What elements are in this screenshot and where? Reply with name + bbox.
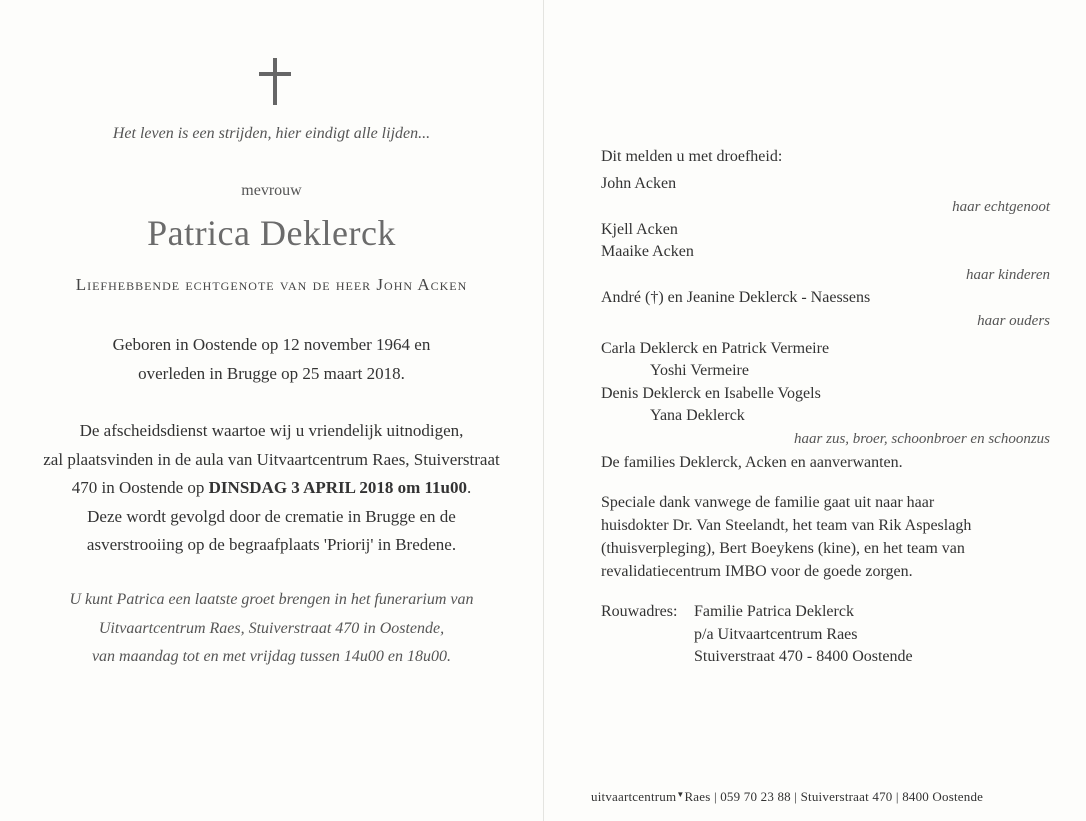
service-line: asverstrooiing op de begraafplaats 'Priorij' in Bredene. bbox=[86, 535, 457, 554]
parents-role: haar ouders bbox=[977, 313, 1050, 329]
death-line: overleden in Brugge op 25 maart 2018. bbox=[138, 364, 405, 383]
thanks-line: huisdokter Dr. Van Steelandt, het team van Rik Aspeslagh bbox=[601, 517, 972, 534]
footer-separator: | bbox=[713, 789, 717, 804]
husband-name: John Acken bbox=[601, 175, 677, 192]
footer-separator: | bbox=[895, 789, 899, 804]
child-name: Kjell Acken bbox=[601, 221, 678, 238]
footer-phone: 059 70 23 88 bbox=[720, 789, 791, 804]
service-date-line: 470 in Oostende op DINSDAG 3 APRIL 2018 om 11u00. bbox=[71, 478, 472, 497]
brand-triangle-icon: ▼ bbox=[676, 790, 685, 799]
intro-text: Dit melden u met droefheid: bbox=[601, 148, 783, 165]
motto: Het leven is een strijden, hier eindigt alle lijden... bbox=[112, 125, 431, 142]
siblings-role: haar zus, broer, schoonbroer en schoonzus bbox=[794, 431, 1050, 447]
service-line: zal plaatsvinden in de aula van Uitvaartcentrum Raes, Stuiverstraat bbox=[43, 450, 500, 469]
child-name: Maaike Acken bbox=[601, 243, 694, 260]
parents-names: André (†) en Jeanine Deklerck - Naessens bbox=[601, 289, 871, 306]
address-label: Rouwadres: bbox=[601, 603, 678, 620]
footer-separator: | bbox=[794, 789, 798, 804]
footer-city: 8400 Oostende bbox=[902, 789, 984, 804]
sibling-child: Yana Deklerck bbox=[650, 407, 745, 424]
cross-icon bbox=[259, 58, 291, 106]
brand-name-suffix: Raes bbox=[684, 789, 711, 804]
service-line: De afscheidsdienst waartoe wij u vriendelijk uitnodigen, bbox=[79, 421, 464, 440]
sibling-couple: Carla Deklerck en Patrick Vermeire bbox=[601, 340, 830, 357]
spouse-line: Liefhebbende echtgenote van de heer John Acken bbox=[75, 275, 468, 294]
visit-line: van maandag tot en met vrijdag tussen 14u00 en 18u00. bbox=[91, 648, 452, 665]
title-mevrouw: mevrouw bbox=[241, 182, 302, 199]
thanks-line: Speciale dank vanwege de familie gaat uit naar haar bbox=[601, 494, 935, 511]
sibling-child: Yoshi Vermeire bbox=[650, 362, 749, 379]
footer-street: Stuiverstraat 470 bbox=[800, 789, 893, 804]
service-date: DINSDAG 3 APRIL 2018 om 11u00 bbox=[208, 478, 468, 497]
address-line: p/a Uitvaartcentrum Raes bbox=[694, 626, 858, 643]
birth-line: Geboren in Oostende op 12 november 1964 en bbox=[112, 335, 431, 354]
address-line: Familie Patrica Deklerck bbox=[694, 603, 854, 620]
deceased-name: Patrica Deklerck bbox=[147, 213, 396, 253]
visit-line: Uitvaartcentrum Raes, Stuiverstraat 470 in Oostende, bbox=[98, 620, 445, 637]
children-role: haar kinderen bbox=[965, 267, 1050, 283]
service-line: Deze wordt gevolgd door de crematie in Brugge en de bbox=[87, 507, 456, 526]
brand-name: uitvaartcentrum bbox=[591, 789, 677, 804]
sibling-couple: Denis Deklerck en Isabelle Vogels bbox=[601, 385, 821, 402]
card-fold-line bbox=[543, 0, 544, 821]
visit-line: U kunt Patrica een laatste groet brengen in het funerarium van bbox=[69, 591, 474, 608]
footer bbox=[591, 789, 983, 805]
husband-role: haar echtgenoot bbox=[952, 199, 1050, 215]
families-line: De families Deklerck, Acken en aanverwanten. bbox=[601, 454, 903, 471]
address-line: Stuiverstraat 470 - 8400 Oostende bbox=[694, 648, 913, 665]
thanks-line: (thuisverpleging), Bert Boeykens (kine), en het team van bbox=[601, 540, 965, 557]
thanks-line: revalidatiecentrum IMBO voor de goede zorgen. bbox=[601, 563, 913, 580]
